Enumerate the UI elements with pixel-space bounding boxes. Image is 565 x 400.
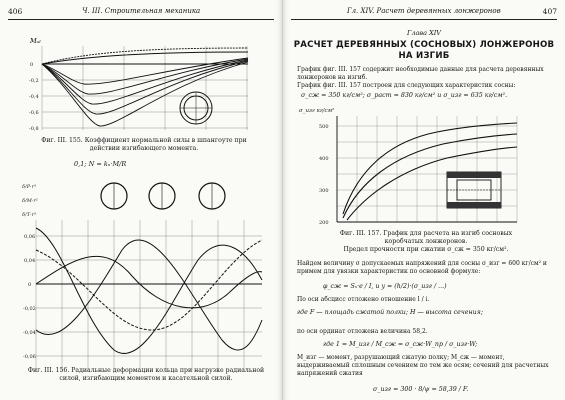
figure-157-plot	[297, 102, 555, 230]
svg-text:δ/T·r³: δ/T·r³	[22, 212, 37, 218]
equation-3: где 1 = M_изг / M_сж = σ_сж·W_пр / σ_изг·W;	[323, 341, 478, 348]
right-page	[283, 0, 565, 400]
body-paragraph-3: по оси ординат отложена величина 58,2.	[297, 328, 428, 335]
svg-text:-0,04: -0,04	[23, 330, 36, 336]
left-formula: 0,1; N = kₙ·M/R	[74, 160, 127, 168]
svg-text:δ/M·r²: δ/M·r²	[22, 198, 38, 204]
figure-157-y-label: σ_изг кг/см²	[299, 108, 335, 114]
svg-text:400: 400	[319, 156, 329, 162]
figure-156	[22, 180, 270, 380]
equation-4: σ_изг = 300 · 8/ψ = 58,39 / F.	[373, 386, 469, 393]
figure-157-caption-2: Предел прочности при сжатии σ_сж = 350 кг/см².	[343, 246, 509, 253]
intro-line-1: График фиг. III. 157 содержит необходимые данные для расчета деревянных лонжеронов на изгиб.	[297, 66, 544, 82]
svg-text:-0,02: -0,02	[23, 306, 36, 312]
intro-paragraph	[297, 66, 555, 91]
svg-text:200: 200	[319, 220, 329, 226]
figure-156-caption: Фиг. III. 156. Радиальные деформации кольца при нагрузке радиальной силой, изгибающим моментом и касательной силой.	[27, 367, 265, 382]
right-page-number: 407	[542, 6, 557, 16]
svg-text:0: 0	[30, 62, 34, 68]
figure-155-axis-label: Мᵤₗ	[30, 37, 41, 45]
svg-text:-0,2: -0,2	[29, 78, 39, 84]
equation-1: φ_сж = Sₓ·e / I, и y = (h/2)·(σ_изг / ...)	[323, 283, 447, 290]
left-running-title: Ч. III. Строительная механика	[82, 7, 201, 15]
svg-text:-0,8: -0,8	[29, 126, 39, 132]
right-running-head	[291, 3, 557, 20]
figure-155-plot	[28, 34, 256, 134]
figure-155-caption: Фиг. III. 155. Коэффициент нормальной силы в шпангоуте при действии изгибающего момента.	[41, 137, 247, 152]
chapter-label: Глава XIV	[407, 29, 441, 37]
equation-2: где F — площадь сжатой полки; H — высота сечения;	[297, 309, 483, 316]
svg-text:0,06: 0,06	[24, 234, 36, 240]
chapter-heading: РАСЧЕТ ДЕРЕВЯННЫХ (СОСНОВЫХ) ЛОНЖЕРОНОВ НА ИЗГИБ	[293, 40, 555, 61]
intro-line-2: График фиг. III. 157 построен для следующих характеристик сосны:	[297, 82, 516, 90]
figure-157-caption: Фиг. III. 157. График для расчета на изгиб сосновых коробчатых лонжеронов.	[339, 230, 513, 245]
body-paragraph-2: По оси абсцисс отложено отношение l / i.	[297, 296, 430, 303]
svg-text:300: 300	[319, 188, 329, 194]
svg-text:-0,06: -0,06	[23, 354, 36, 360]
figure-157	[297, 102, 555, 230]
figure-156-plot	[22, 180, 270, 380]
svg-text:-0,4: -0,4	[29, 94, 39, 100]
left-page-number: 406	[8, 6, 23, 16]
material-properties: σ_сж = 350 кг/см²; σ_раст = 830 кг/см² и σ_изг = 635 кг/см².	[301, 92, 508, 99]
svg-text:0: 0	[28, 282, 32, 288]
svg-text:0,04: 0,04	[24, 258, 36, 264]
body-paragraph-4: М_изг — момент, разрушающий сжатую полку; М_сж — момент, выдерживаемый сплошным сечением по тем же осям; сечений для расчетных напряжений сжатия	[297, 354, 549, 378]
right-running-title: Гл. XIV. Расчет деревянных лонжеронов	[346, 7, 501, 15]
left-running-head	[8, 3, 274, 20]
body-paragraph-1: Найдем величину σ допускаемых напряжений для сосны σ_изг = 600 кг/см² и примем для увязки характеристик по основной формуле:	[297, 260, 547, 276]
svg-text:-0,6: -0,6	[29, 110, 39, 116]
svg-text:δ/P·r³: δ/P·r³	[22, 184, 37, 190]
figure-155	[28, 34, 256, 134]
svg-text:500: 500	[319, 124, 329, 130]
